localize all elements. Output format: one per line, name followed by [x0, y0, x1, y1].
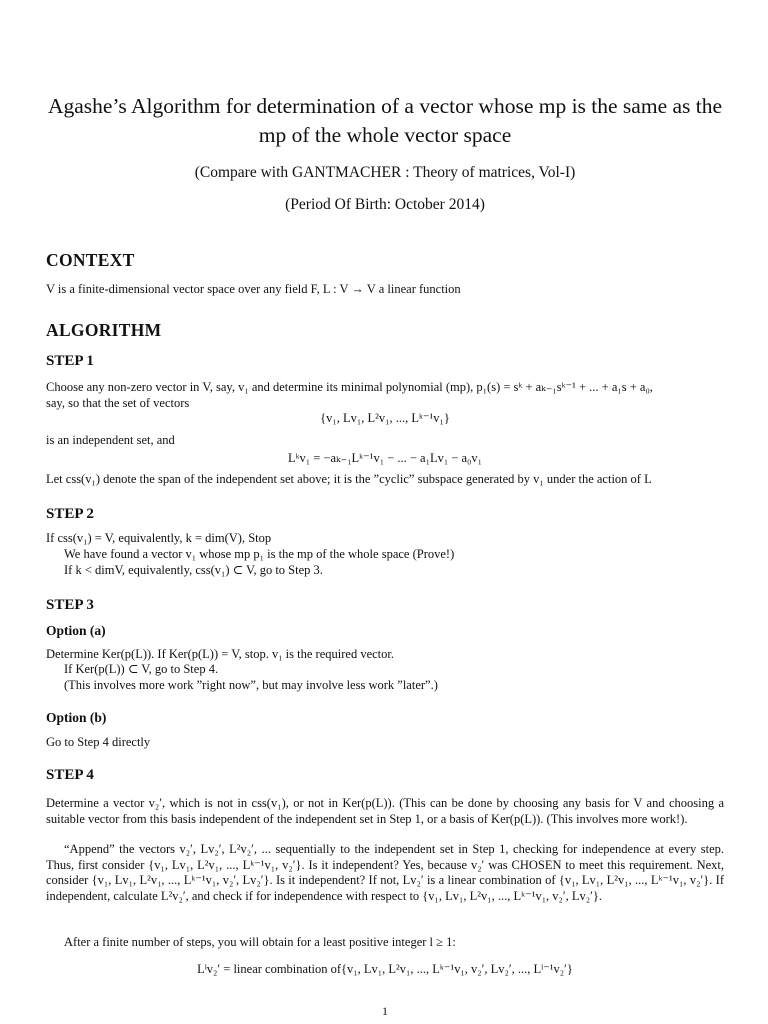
compare-note: (Compare with GANTMACHER : Theory of matrices, Vol-I) — [194, 164, 576, 181]
option-a-line2: If Ker(p(L)) ⊂ V, go to Step 4. — [64, 662, 219, 676]
context-heading: CONTEXT — [46, 250, 135, 270]
option-a-line3: (This involves more work ”right now”, but may involve less work ”later”.) — [64, 678, 438, 692]
step1-heading: STEP 1 — [46, 353, 94, 369]
step3-heading: STEP 3 — [46, 597, 94, 613]
step2-line3: If k < dimV, equivalently, css(v₁) ⊂ V, go to Step 3. — [64, 563, 323, 577]
page-title: Agashe’s Algorithm for determination of a vector whose mp is the same as the mp of the whole vector space — [47, 94, 723, 147]
step2-line2: We have found a vector v₁ whose mp p₁ is the mp of the whole space (Prove!) — [64, 547, 455, 561]
step1-text-d: Let css(v₁) denote the span of the independent set above; it is the ”cyclic” subspace generated by v₁ under the action of L — [46, 472, 652, 486]
page-number: 1 — [382, 1004, 388, 1018]
context-text: V is a finite-dimensional vector space over any field F, L : V → V a linear function — [46, 282, 461, 296]
step2-heading: STEP 2 — [46, 506, 94, 522]
step1-text-b: say, so that the set of vectors — [46, 396, 190, 410]
step1-vector-set: {v₁, Lv₁, L²v₁, ..., Lᵏ⁻¹v₁} — [320, 411, 450, 425]
step4-paragraph-2: “Append” the vectors v₂′, Lv₂′, L²v₂′, ... sequentially to the independent set in Step 1, checking for independence at every step. Thus, first consider {v₁, Lv₁, L²v₁, ..., Lᵏ⁻¹v₁, v₂′}. Is it independent? Yes, because v₂′ was CHOSEN to meet this requirement. Next, consider {v₁, Lv₁, L²v₁, ..., Lᵏ⁻¹v₁, v₂′, Lv₂′}. Is it independent? If not, Lv₂′ is a linear combination of {v₁, Lv₁, L²v₁, ..., Lᵏ⁻¹v₁, v₂′}. If independent, calculate L²v₂′, and check if for independence with respect to {v₁, Lv₁, L²v₁, ..., Lᵏ⁻¹v₁, v₂′, Lv₂′}. — [46, 842, 724, 903]
option-a-heading: Option (a) — [46, 623, 106, 638]
step4-equation: Lˡv₂′ = linear combination of{v₁, Lv₁, L²v₁, ..., Lᵏ⁻¹v₁, v₂′, Lv₂′, ..., Lˡ⁻¹v₂′} — [197, 962, 573, 976]
option-a-line1: Determine Ker(p(L)). If Ker(p(L)) = V, stop. v₁ is the required vector. — [46, 647, 394, 661]
step1-text-c: is an independent set, and — [46, 433, 175, 447]
step1-equation: Lᵏv₁ = −aₖ₋₁Lᵏ⁻¹v₁ − ... − a₁Lv₁ − a₀v₁ — [287, 451, 483, 465]
step4-paragraph-3: After a finite number of steps, you will obtain for a least positive integer l ≥ 1: — [64, 935, 456, 949]
option-b-heading: Option (b) — [46, 710, 107, 725]
birth-note: (Period Of Birth: October 2014) — [285, 196, 485, 213]
step2-line1: If css(v₁) = V, equivalently, k = dim(V), Stop — [46, 531, 272, 545]
algorithm-heading: ALGORITHM — [46, 320, 162, 340]
step1-text-a: Choose any non-zero vector in V, say, v₁ and determine its minimal polynomial (mp), p₁(s) = sᵏ + aₖ₋₁sᵏ⁻¹ + ... + a₁s + a₀, — [46, 380, 653, 394]
option-b-line1: Go to Step 4 directly — [46, 735, 151, 749]
step4-heading: STEP 4 — [46, 767, 94, 783]
step4-paragraph-1: Determine a vector v₂′, which is not in css(v₁), or not in Ker(p(L)). (This can be done by choosing any basis for V and choosing a suitable vector from this basis independent of the independent set in Step 1, or a basis of Ker(p(L)). (This involves more work!). — [46, 796, 724, 826]
